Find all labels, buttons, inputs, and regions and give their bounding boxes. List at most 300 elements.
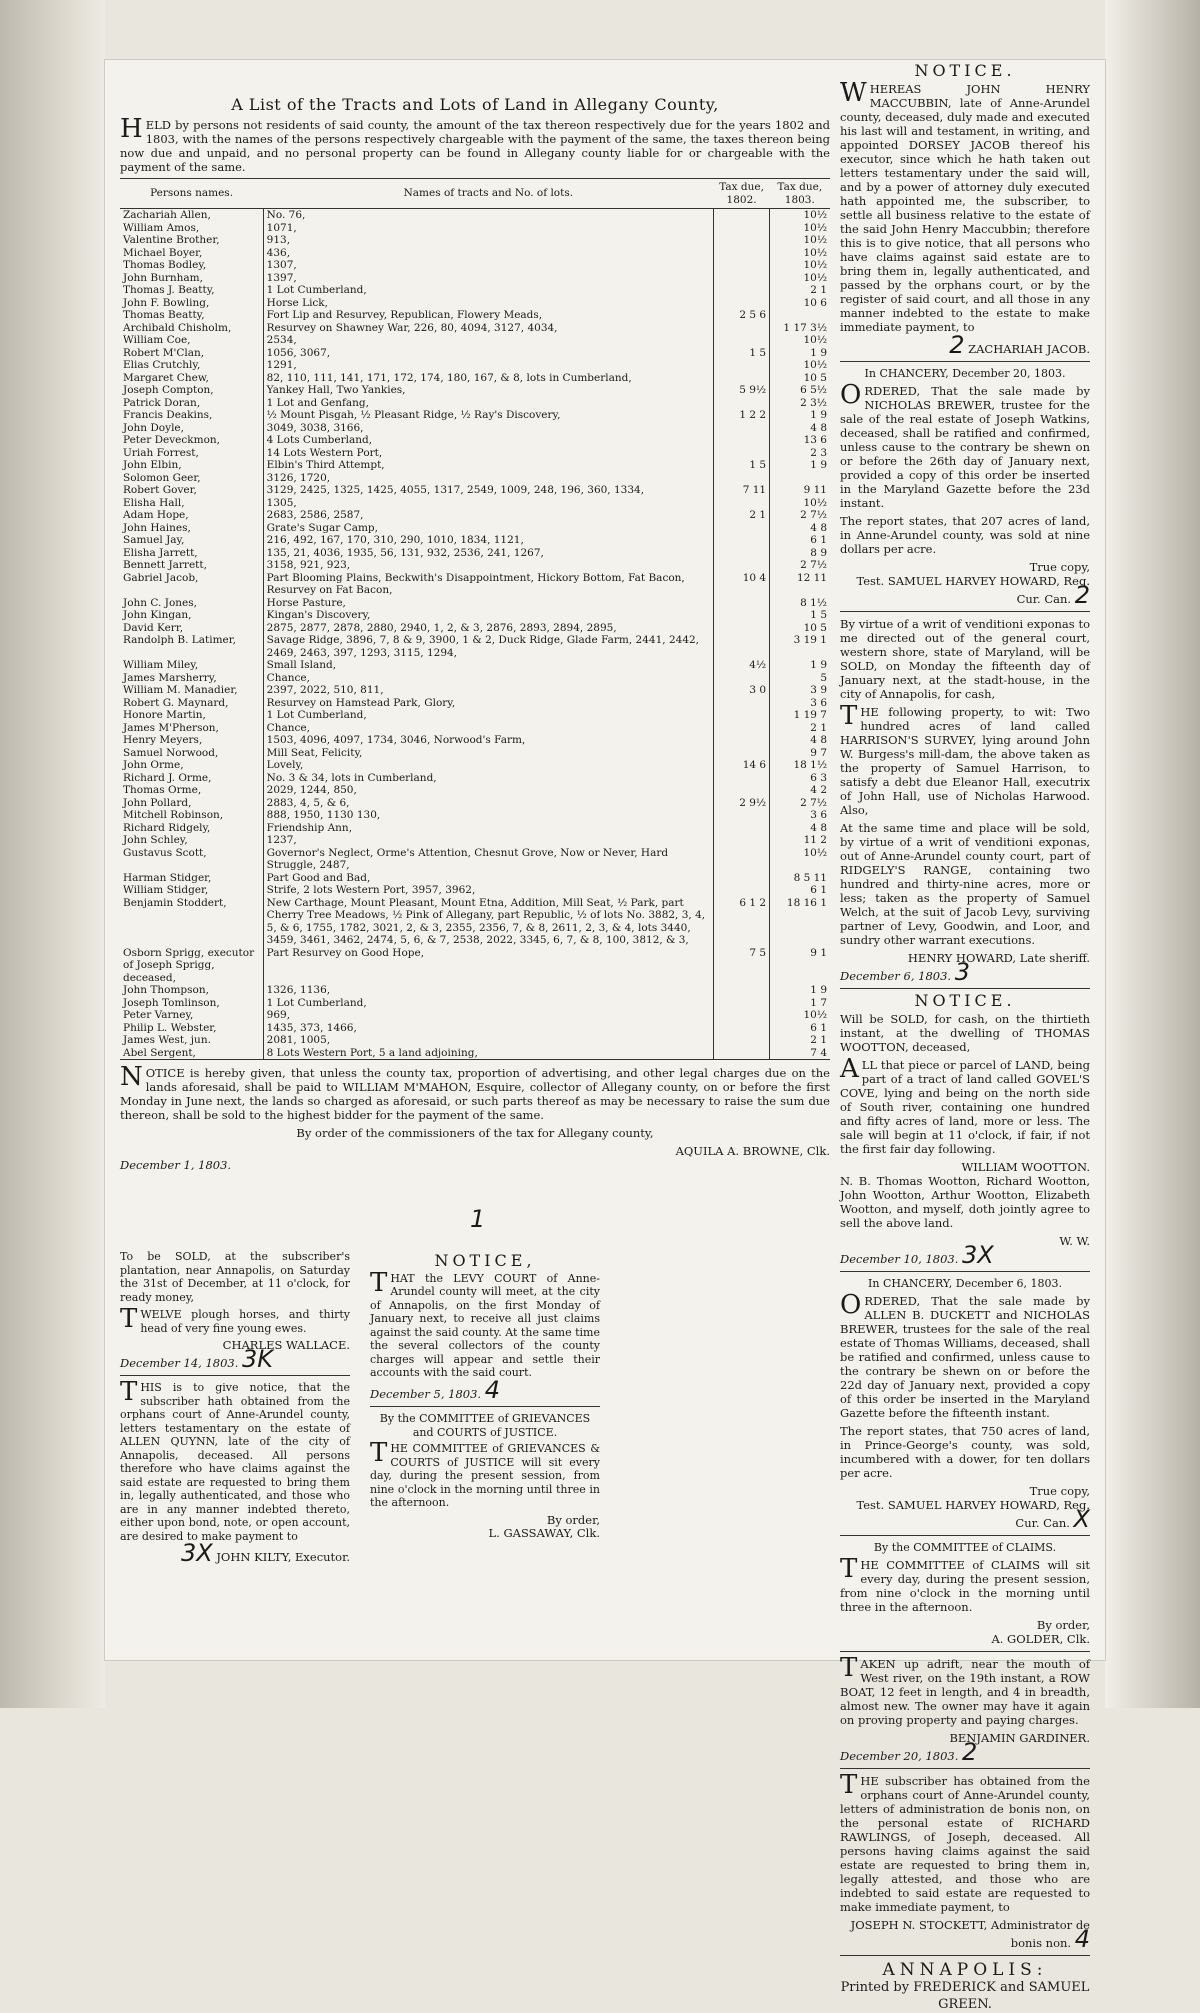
- cell-t03: 2 7½: [800, 509, 827, 521]
- cell-t03: 18 16 1: [786, 896, 827, 909]
- cell-tracts: 14 Lots Western Port,: [263, 447, 713, 460]
- boat-signer: BENJAMIN GARDINER.: [949, 1731, 1090, 1745]
- cell-tracts: 2029, 1244, 850,: [263, 784, 713, 797]
- table-row: [120, 997, 830, 1010]
- cell-t03: 3 9: [810, 684, 827, 696]
- cell-t03: 1 19 7: [793, 709, 827, 721]
- table-row: [120, 722, 830, 735]
- cell-t03: 9 11: [803, 484, 827, 496]
- cell-tracts: Horse Lick,: [263, 297, 713, 310]
- cell-tracts: 3126, 1720,: [263, 472, 713, 485]
- cell-name: Archibald Chisholm,: [123, 321, 232, 334]
- cell-tracts: Part Good and Bad,: [263, 872, 713, 885]
- table-row: [120, 572, 830, 597]
- cell-name: John Kingan,: [123, 609, 192, 621]
- cell-t03: 1 7: [810, 996, 827, 1009]
- cell-t02: [714, 297, 770, 310]
- handwritten-mark: 4: [1074, 1925, 1090, 1953]
- cell-tracts: Grate's Sugar Camp,: [263, 522, 713, 535]
- cell-name: John Orme,: [123, 759, 184, 771]
- cell-name: Robert Gover,: [123, 484, 197, 496]
- divider: [840, 611, 1090, 612]
- cell-t03: 3 6: [810, 696, 827, 709]
- tract-list-column: [120, 95, 830, 1233]
- cell-t02: [714, 734, 770, 747]
- wallace-signer: CHARLES WALLACE.: [222, 1338, 350, 1352]
- wootton-date: December 10, 1803. 3X: [840, 1241, 994, 1269]
- cell-t02: 7 5: [714, 947, 770, 985]
- page-edge: [1105, 0, 1200, 1708]
- chancery-signer: Test. SAMUEL HARVEY HOWARD, Reg. Cur. Can. 2: [856, 574, 1090, 609]
- cell-name: Honore Martin,: [123, 709, 206, 721]
- handwritten-mark: 4: [484, 1375, 500, 1404]
- cell-name: Philip L. Webster,: [123, 1021, 217, 1034]
- handwritten-mark: 3X: [180, 1539, 213, 1567]
- cell-tracts: Friendship Ann,: [263, 822, 713, 835]
- table-row: [120, 247, 830, 260]
- claims-notice: THE COMMITTEE of CLAIMS will sit every day, during the present session, from nine o'clock in the morning until three in the afternoon.: [840, 1554, 1090, 1614]
- cell-t02: [714, 234, 770, 247]
- divider: [840, 1768, 1090, 1769]
- cell-tracts: Lovely,: [263, 759, 713, 772]
- table-row: [120, 459, 830, 472]
- cell-tracts: 1071,: [263, 222, 713, 235]
- cell-t03: 1 9: [810, 459, 827, 471]
- cell-t03: 6 3: [810, 771, 827, 784]
- cell-tracts: 8 Lots Western Port, 5 a land adjoining,: [263, 1047, 713, 1060]
- tract-table-body: [120, 209, 830, 1060]
- imprint: [840, 1962, 1090, 2013]
- cell-t02: 2 9½: [714, 797, 770, 810]
- table-row: [120, 784, 830, 797]
- cell-t03: 12 11: [796, 571, 827, 584]
- cell-t03: 6 1: [810, 534, 827, 546]
- cell-tracts: 1326, 1136,: [263, 984, 713, 997]
- cell-name: David Kerr,: [123, 621, 184, 634]
- cell-t02: 1 2 2: [714, 409, 770, 422]
- ridgely-range: At the same time and place will be sold, by virtue of a writ of venditioni exponas, out of Anne-Arundel county court, part of RIDGELY'S RANGE, containing two hundred and thirty-nine acres, more or less; taken as the property of Samuel Welch, at the suit of Jacob Levy, surviving partner of Levy, Goodwin, and Loor, and sundry other warrant executions.: [840, 821, 1090, 947]
- table-row: [120, 447, 830, 460]
- cell-t02: 7 11: [714, 484, 770, 497]
- cell-name: William Coe,: [123, 334, 191, 346]
- cell-t03: 10½: [803, 271, 827, 284]
- header-tax-1803: Tax due, 1803.: [770, 179, 830, 209]
- header-tracts: Names of tracts and No. of lots.: [263, 179, 713, 209]
- cell-t02: [714, 559, 770, 572]
- table-row: [120, 697, 830, 710]
- cell-tracts: 1 Lot Cumberland,: [263, 709, 713, 722]
- binding-spine: [0, 0, 105, 1708]
- cell-tracts: 1307,: [263, 259, 713, 272]
- cell-t02: [714, 1034, 770, 1047]
- cell-t03: 10½: [803, 846, 827, 859]
- cell-tracts: Strife, 2 lots Western Port, 3957, 3962,: [263, 884, 713, 897]
- cell-t02: [714, 884, 770, 897]
- cell-tracts: 1397,: [263, 272, 713, 285]
- cell-t02: 4½: [714, 659, 770, 672]
- cell-tracts: 2397, 2022, 510, 811,: [263, 684, 713, 697]
- cell-t03: 1 5: [810, 609, 827, 621]
- cell-t02: [714, 672, 770, 685]
- table-row: [120, 747, 830, 760]
- list-title: A List of the Tracts and Lots of Land in Allegany County,: [231, 95, 719, 114]
- cell-name: Henry Meyers,: [123, 734, 203, 746]
- cell-t02: [714, 722, 770, 735]
- table-row: [120, 497, 830, 510]
- cell-name: William M. Manadier,: [123, 684, 238, 696]
- table-row: [120, 434, 830, 447]
- table-row: [120, 947, 830, 985]
- cell-t02: [714, 472, 770, 485]
- cell-t03: 1 17 3½: [783, 321, 827, 334]
- cell-name: Michael Boyer,: [123, 246, 203, 259]
- cell-t02: [714, 222, 770, 235]
- wallace-lead: To be SOLD, at the subscriber's plantation, near Annapolis, on Saturday the 31st of December, at 11 o'clock, for ready money,: [120, 1250, 350, 1304]
- cell-tracts: Fort Lip and Resurvey, Republican, Flowery Meads,: [263, 309, 713, 322]
- wootton-signer: WILLIAM WOOTTON.: [961, 1160, 1090, 1174]
- watkins-order: ORDERED, That the sale made by NICHOLAS BREWER, trustee for the sale of the real estate of Joseph Watkins, deceased, shall be ratified and confirmed, unless cause to the contrary be shewn on or before the 26th day of January next, provided a copy of this order be inserted in the Maryland Gazette before the 23d instant.: [840, 380, 1090, 510]
- cell-tracts: Mill Seat, Felicity,: [263, 747, 713, 760]
- cell-name: William Miley,: [123, 659, 199, 671]
- cell-t02: [714, 359, 770, 372]
- bottom-column-left: [120, 1250, 350, 1565]
- cell-tracts: Savage Ridge, 3896, 7, 8 & 9, 3900, 1 & 2, Duck Ridge, Glade Farm, 2441, 2442, 2469, 2463, 397, 1293, 3115, 1294,: [263, 634, 713, 659]
- grievances-heading: By the COMMITTEE of GRIEVANCES and COURTS of JUSTICE.: [379, 1412, 591, 1439]
- grievances-order: By order,: [546, 1512, 600, 1527]
- cell-name: Peter Deveckmon,: [123, 434, 220, 446]
- cell-t02: 2 5 6: [714, 309, 770, 322]
- cell-t02: [714, 447, 770, 460]
- table-row: [120, 1034, 830, 1047]
- cell-tracts: Elbin's Third Attempt,: [263, 459, 713, 472]
- harrison-survey: THE following property, to wit: Two hundred acres of land called HARRISON'S SURVEY, lying around John W. Burgess's mill-dam, the above taken as the property of Samuel Harrison, to satisfy a debt due Eleanor Hall, executrix of John Hall, use of Nicholas Harwood. Also,: [840, 701, 1090, 817]
- handwritten-mark: 3: [954, 958, 970, 986]
- table-row: [120, 1022, 830, 1035]
- levy-heading: NOTICE,: [434, 1251, 536, 1270]
- cell-t03: 2 7½: [800, 796, 827, 809]
- cell-name: Joseph Tomlinson,: [123, 996, 220, 1009]
- cell-name: James Marsherry,: [123, 671, 217, 684]
- cell-name: Richard J. Orme,: [123, 771, 212, 784]
- cell-t02: [714, 697, 770, 710]
- cell-tracts: 1056, 3067,: [263, 347, 713, 360]
- cell-name: Peter Varney,: [123, 1009, 194, 1021]
- cell-tracts: 135, 21, 4036, 1935, 56, 131, 932, 2536, 241, 1267,: [263, 547, 713, 560]
- true-copy: True copy,: [1029, 560, 1090, 574]
- claims-order: By order,: [1036, 1618, 1090, 1632]
- cell-name: Thomas Bodley,: [123, 259, 207, 271]
- cell-t03: 4 8: [810, 821, 827, 834]
- chancery-signer: Test. SAMUEL HARVEY HOWARD, Reg. Cur. Can. X: [856, 1498, 1090, 1533]
- table-row: [120, 559, 830, 572]
- cell-t02: 10 4: [714, 572, 770, 597]
- imprint-printer: Printed by FREDERICK and SAMUEL GREEN.: [840, 1980, 1090, 2012]
- cell-t02: 1 5: [714, 347, 770, 360]
- table-row: [120, 734, 830, 747]
- cell-t02: [714, 397, 770, 410]
- divider: [840, 1271, 1090, 1272]
- sheriff-signer: HENRY HOWARD, Late sheriff.: [907, 951, 1090, 965]
- table-row: [120, 547, 830, 560]
- notice-heading: NOTICE.: [914, 991, 1016, 1010]
- cell-t02: [714, 334, 770, 347]
- cell-tracts: Chance,: [263, 722, 713, 735]
- table-row: [120, 234, 830, 247]
- cell-t02: 3 0: [714, 684, 770, 697]
- cell-tracts: 913,: [263, 234, 713, 247]
- cell-name: Elisha Jarrett,: [123, 546, 198, 559]
- header-name: Persons names.: [120, 179, 263, 209]
- tax-notice: NOTICE is hereby given, that unless the county tax, proportion of advertising, and other legal charges due on the lands aforesaid, shall be paid to WILLIAM M'MAHON, Esquire, collector of Allegany county, on or before the first Monday in June next, the lands so charged as aforesaid, or such parts thereof as may be necessary to raise the sum due thereon, shall be sold to the highest bidder for the payment of the same.: [120, 1062, 830, 1122]
- cell-name: Joseph Compton,: [123, 384, 214, 396]
- cell-tracts: 1435, 373, 1466,: [263, 1022, 713, 1035]
- table-row: [120, 609, 830, 622]
- divider: [370, 1406, 600, 1407]
- table-row: [120, 372, 830, 385]
- cell-tracts: Part Blooming Plains, Beckwith's Disappointment, Hickory Bottom, Fat Bacon, Resurvey on Fat Bacon,: [263, 572, 713, 597]
- cell-t03: 2 1: [810, 1034, 827, 1046]
- table-row: [120, 422, 830, 435]
- table-row: [120, 359, 830, 372]
- cell-tracts: Part Resurvey on Good Hope,: [263, 947, 713, 985]
- table-row: [120, 297, 830, 310]
- table-row: [120, 484, 830, 497]
- cell-name: Robert M'Clan,: [123, 346, 205, 359]
- cell-t03: [770, 309, 830, 322]
- table-row: [120, 822, 830, 835]
- cell-t02: 5 9½: [714, 384, 770, 397]
- cell-tracts: 1 Lot Cumberland,: [263, 997, 713, 1010]
- cell-t02: [714, 1022, 770, 1035]
- cell-t03: 10½: [803, 1009, 827, 1021]
- table-row: [120, 534, 830, 547]
- wallace-date: December 14, 1803. 3K: [120, 1344, 274, 1373]
- cell-t02: [714, 709, 770, 722]
- cell-name: Francis Deakins,: [123, 409, 213, 421]
- cell-name: Zachariah Allen,: [123, 209, 211, 221]
- cell-t03: 10½: [803, 496, 827, 509]
- table-row: [120, 847, 830, 872]
- table-row: [120, 759, 830, 772]
- cell-name: William Stidger,: [123, 884, 209, 896]
- imprint-city: ANNAPOLIS:: [882, 1960, 1048, 1980]
- cell-tracts: 1 Lot Cumberland,: [263, 284, 713, 297]
- cell-t03: 3 19 1: [793, 634, 827, 646]
- table-row: [120, 259, 830, 272]
- cell-t02: [714, 522, 770, 535]
- cell-t03: 10½: [803, 209, 827, 221]
- cell-name: John Schley,: [123, 834, 188, 846]
- table-row: [120, 772, 830, 785]
- cell-name: Abel Sergent,: [123, 1046, 196, 1059]
- cell-t02: [714, 747, 770, 760]
- cell-t03: 2 3½: [800, 396, 827, 409]
- wootton-initials: W. W.: [1059, 1234, 1090, 1248]
- cell-name: Mitchell Robinson,: [123, 809, 224, 821]
- cell-name: Adam Hope,: [123, 509, 189, 521]
- cell-name: Randolph B. Latimer,: [123, 634, 236, 646]
- cell-t02: [714, 772, 770, 785]
- cell-t03: 1 9: [810, 659, 827, 671]
- cell-t03: 10½: [803, 234, 827, 246]
- wootton-lead: Will be SOLD, for cash, on the thirtieth instant, at the dwelling of THOMAS WOOTTON, deceased,: [840, 1012, 1090, 1054]
- cell-t02: [714, 609, 770, 622]
- handwritten-mark: X: [1073, 1505, 1090, 1533]
- cell-tracts: 82, 110, 111, 141, 171, 172, 174, 180, 167, & 8, lots in Cumberland,: [263, 372, 713, 385]
- table-row: [120, 472, 830, 485]
- cell-t02: 1 5: [714, 459, 770, 472]
- cell-name: Osborn Sprigg, executor of Joseph Sprigg, deceased,: [123, 946, 255, 984]
- cell-t03: 7 4: [810, 1046, 827, 1059]
- cell-t03: 11 2: [803, 834, 827, 846]
- handwritten-mark: 2: [1074, 581, 1090, 609]
- handwritten-mark: 1: [470, 1205, 486, 1233]
- table-row: [120, 397, 830, 410]
- handwritten-mark: 2: [949, 331, 965, 359]
- sheriff-sale-lead: By virtue of a writ of venditioni exponas to me directed out of the general court, western shore, state of Maryland, will be SOLD, on Monday the fifteenth day of January next, at the stadt-house, in the city of Annapolis, for cash,: [840, 617, 1090, 701]
- table-row: [120, 272, 830, 285]
- cell-name: Bennett Jarrett,: [123, 559, 207, 571]
- cell-t02: [714, 847, 770, 872]
- handwritten-mark: 3X: [962, 1241, 994, 1269]
- table-row: [120, 309, 830, 322]
- cell-t02: [714, 247, 770, 260]
- cell-t02: [714, 984, 770, 997]
- maccubbin-notice: WHEREAS JOHN HENRY MACCUBBIN, late of Anne-Arundel county, deceased, duly made and executed his last will and testament, in writing, and appointed DORSEY JACOB thereof his executor, since which he hath taken out letters testamentary under the said will, and by a power of attorney duly executed hath appointed me, the subscriber, to settle all business relative to the estate of the said John Henry Maccubbin; therefore this is to give notice, that all persons who have claims against said estate are to bring them in, legally authenticated, and passed by the orphans court, or by the register of said court, and all those in any manner indebted to the estate to make immediate payment, to: [840, 78, 1090, 334]
- chancery-heading: In CHANCERY, December 20, 1803.: [864, 367, 1066, 380]
- table-row: [120, 897, 830, 947]
- table-row: [120, 222, 830, 235]
- cell-tracts: ½ Mount Pisgah, ½ Pleasant Ridge, ½ Ray's Discovery,: [263, 409, 713, 422]
- divider: [840, 361, 1090, 362]
- cell-name: Elisha Hall,: [123, 496, 185, 509]
- cell-t03: 8 1½: [800, 596, 827, 609]
- cell-tracts: No. 76,: [263, 209, 713, 222]
- cell-t03: 4 2: [810, 784, 827, 796]
- cell-tracts: 969,: [263, 1009, 713, 1022]
- table-row: [120, 209, 830, 222]
- boat-date: December 20, 1803. 2: [840, 1738, 978, 1766]
- chancery-heading: In CHANCERY, December 6, 1803.: [868, 1277, 1062, 1290]
- cell-tracts: No. 3 & 34, lots in Cumberland,: [263, 772, 713, 785]
- cell-name: Solomon Geer,: [123, 471, 201, 484]
- cell-t02: [714, 272, 770, 285]
- cell-t02: [714, 209, 770, 222]
- cell-t02: [714, 784, 770, 797]
- cell-name: Elias Crutchly,: [123, 359, 201, 371]
- cell-name: Uriah Forrest,: [123, 446, 199, 459]
- cell-name: Thomas Orme,: [123, 784, 202, 796]
- tax-date: December 1, 1803.: [120, 1158, 232, 1172]
- cell-name: John Elbin,: [123, 459, 182, 471]
- cell-t03: 10½: [803, 359, 827, 371]
- cell-t03: 1 9: [810, 409, 827, 421]
- divider: [120, 1375, 350, 1376]
- cell-tracts: 1305,: [263, 497, 713, 510]
- notice-heading: NOTICE.: [914, 61, 1016, 80]
- cell-t02: [714, 834, 770, 847]
- cell-t02: [714, 259, 770, 272]
- cell-name: Patrick Doran,: [123, 396, 201, 409]
- cell-tracts: 1 Lot and Genfang,: [263, 397, 713, 410]
- cell-name: Samuel Norwood,: [123, 746, 219, 759]
- cell-t03: [770, 472, 830, 485]
- cell-name: Samuel Jay,: [123, 534, 185, 546]
- cell-tracts: Kingan's Discovery,: [263, 609, 713, 622]
- claims-signer: A. GOLDER, Clk.: [991, 1632, 1090, 1646]
- cell-t03: 10 6: [803, 296, 827, 309]
- handwritten-mark: 2: [962, 1738, 978, 1766]
- cell-tracts: 2883, 4, 5, & 6,: [263, 797, 713, 810]
- cell-name: John Haines,: [123, 521, 191, 534]
- cell-tracts: 3158, 921, 923,: [263, 559, 713, 572]
- cell-t03: 9 7: [810, 746, 827, 759]
- cell-t03: 4 8: [810, 734, 827, 746]
- table-row: [120, 872, 830, 885]
- cell-t03: 4 8: [810, 421, 827, 434]
- cell-t03: 5: [820, 671, 827, 684]
- divider: [840, 988, 1090, 989]
- cell-tracts: 1237,: [263, 834, 713, 847]
- table-row: [120, 1009, 830, 1022]
- cell-t03: 1 9: [810, 346, 827, 359]
- cell-t02: [714, 497, 770, 510]
- cell-t03: 13 6: [803, 434, 827, 446]
- cell-name: John Burnham,: [123, 271, 203, 284]
- cell-t03: 1 9: [810, 984, 827, 996]
- table-row: [120, 984, 830, 997]
- cell-t02: [714, 634, 770, 659]
- cell-tracts: Chance,: [263, 672, 713, 685]
- cell-name: James M'Pherson,: [123, 721, 219, 734]
- cell-t02: 14 6: [714, 759, 770, 772]
- cell-t02: [714, 597, 770, 610]
- cell-name: John C. Jones,: [123, 596, 197, 609]
- divider: [840, 1955, 1090, 1956]
- divider: [840, 1651, 1090, 1652]
- cell-t02: [714, 547, 770, 560]
- cell-name: John Pollard,: [123, 796, 192, 809]
- cell-tracts: 4 Lots Cumberland,: [263, 434, 713, 447]
- cell-t03: 2 1: [810, 721, 827, 734]
- cell-t03: 6 5½: [800, 384, 827, 396]
- cell-name: Thomas Beatty,: [123, 309, 205, 321]
- cell-tracts: 436,: [263, 247, 713, 260]
- cell-name: Gustavus Scott,: [123, 846, 207, 859]
- cell-t02: 6 1 2: [714, 897, 770, 947]
- cell-t02: [714, 534, 770, 547]
- grievances-notice: THE COMMITTEE of GRIEVANCES & COURTS of JUSTICE will sit every day, during the present session, from nine o'clock in the morning until three in the afternoon.: [370, 1438, 600, 1509]
- claims-heading: By the COMMITTEE of CLAIMS.: [873, 1541, 1057, 1554]
- table-row: [120, 634, 830, 659]
- list-intro: HELD by persons not residents of said county, the amount of the tax thereon respectively due for the years 1802 and 1803, with the names of the persons respectively chargeable with the payment of the same, the taxes thereon being now due and unpaid, and no personal property can be found in Allegany county liable for or chargeable with the payment of the same.: [120, 114, 830, 174]
- grievances-signer: L. GASSAWAY, Clk.: [488, 1526, 600, 1540]
- rawlings-notice: THE subscriber has obtained from the orphans court of Anne-Arundel county, letters of administration de bonis non, on the personal estate of RICHARD RAWLINGS, of Joseph, deceased. All persons having claims against the said estate are requested to bring them in, legally attested, and those who are indebted to said estate are requested to make immediate payment, to: [840, 1770, 1090, 1914]
- table-row: [120, 622, 830, 635]
- cell-t02: 2 1: [714, 509, 770, 522]
- table-row: [120, 709, 830, 722]
- cell-t03: 10½: [803, 246, 827, 259]
- cell-tracts: 2081, 1005,: [263, 1034, 713, 1047]
- handwritten-mark: 3K: [242, 1344, 274, 1373]
- cell-t02: [714, 284, 770, 297]
- table-row: [120, 834, 830, 847]
- cell-t03: 6 1: [810, 1021, 827, 1034]
- cell-name: William Amos,: [123, 221, 200, 234]
- wallace-sale: TWELVE plough horses, and thirty head of very fine young ewes.: [120, 1304, 350, 1335]
- cell-tracts: 216, 492, 167, 170, 310, 290, 1010, 1834, 1121,: [263, 534, 713, 547]
- cell-t02: [714, 622, 770, 635]
